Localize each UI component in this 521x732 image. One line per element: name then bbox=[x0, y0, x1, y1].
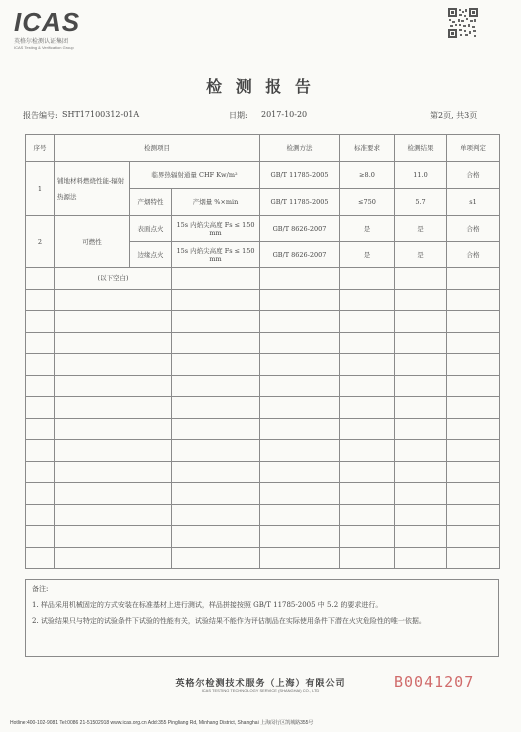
company-name: 英格尔检测技术服务（上海）有限公司 bbox=[175, 679, 346, 689]
item-method: GB/T 8626-2007 bbox=[260, 216, 340, 242]
notes-box bbox=[25, 579, 499, 657]
report-number: SHT17100312-01A bbox=[62, 110, 140, 119]
blank-row bbox=[26, 418, 500, 440]
logo-sub-cn: 英格尔检测认证集团 bbox=[14, 38, 69, 45]
item-result: 5.7 bbox=[395, 189, 447, 216]
item-requirement: ≥8.0 bbox=[340, 162, 395, 189]
blank-row bbox=[26, 397, 500, 419]
report-number-label: 报告编号: bbox=[23, 111, 58, 120]
blank-row bbox=[26, 354, 500, 376]
row-no: 2 bbox=[26, 216, 55, 268]
report-date: 2017-10-20 bbox=[261, 110, 308, 119]
item-name: 15s 内焰尖高度 Fs ≤ 150 mm bbox=[172, 242, 260, 268]
blank-row bbox=[26, 504, 500, 526]
header-item: 检测项目 bbox=[55, 135, 260, 162]
table-row bbox=[26, 216, 500, 242]
row-category: 铺地材料燃烧性能-辐射热源法 bbox=[55, 162, 130, 216]
table-header-row bbox=[26, 135, 500, 162]
qr-code-icon bbox=[448, 8, 478, 38]
blank-note: (以下空白) bbox=[55, 268, 172, 290]
item-name: 15s 内焰尖高度 Fs ≤ 150 mm bbox=[172, 216, 260, 242]
footer-contact: Hotline:400-102-9081 Tel:0086 21-51502918 www.icas.org.cn Add:355 Pingliang Rd, Minhang District, Shanghai 上海闵行区凯城路355号 bbox=[10, 720, 314, 726]
logo-brand: ICAS bbox=[14, 7, 81, 37]
item-method: GB/T 11785-2005 bbox=[260, 189, 340, 216]
blank-row bbox=[26, 332, 500, 354]
notes-label: 备注: bbox=[32, 585, 49, 593]
header-result: 检测结果 bbox=[395, 135, 447, 162]
item-name: 临界热辐射通量 CHF Kw/m² bbox=[130, 162, 260, 189]
item-requirement: 是 bbox=[340, 242, 395, 268]
logo-sub-en: ICAS Testing & Verification Group bbox=[14, 45, 74, 50]
serial-number: B0041207 bbox=[394, 673, 475, 691]
blank-row bbox=[26, 289, 500, 311]
item-result: 是 bbox=[395, 242, 447, 268]
item-verdict: 合格 bbox=[447, 162, 500, 189]
item-method: GB/T 8626-2007 bbox=[260, 242, 340, 268]
item-requirement: 是 bbox=[340, 216, 395, 242]
header-requirement: 标准要求 bbox=[340, 135, 395, 162]
item-verdict: s1 bbox=[447, 189, 500, 216]
row-category: 可燃性 bbox=[55, 216, 130, 268]
blank-row bbox=[26, 547, 500, 569]
item-verdict: 合格 bbox=[447, 216, 500, 242]
header-verdict: 单项判定 bbox=[447, 135, 500, 162]
row-no: 1 bbox=[26, 162, 55, 216]
header-method: 检测方法 bbox=[260, 135, 340, 162]
note-item: 1. 样品采用机械固定的方式安装在标准基材上进行测试，样品拼接按照 GB/T 11785-2005 中 5.2 的要求进行。 bbox=[32, 601, 383, 609]
item-sub: 产烟特性 bbox=[130, 189, 172, 216]
company-logo bbox=[14, 7, 124, 50]
blank-row bbox=[26, 268, 500, 290]
company-name-en: ICAS TESTING TECHNOLOGY SERVICE (SHANGHAI) CO., LTD bbox=[201, 688, 320, 693]
item-result: 是 bbox=[395, 216, 447, 242]
blank-row bbox=[26, 461, 500, 483]
blank-row bbox=[26, 375, 500, 397]
blank-row bbox=[26, 483, 500, 505]
page-indicator: 第2页, 共3页 bbox=[430, 111, 478, 120]
date-label: 日期: bbox=[229, 111, 248, 120]
blank-row bbox=[26, 440, 500, 462]
item-method: GB/T 11785-2005 bbox=[260, 162, 340, 189]
header-no: 序号 bbox=[26, 135, 55, 162]
results-table bbox=[25, 134, 500, 569]
note-item: 2. 试验结果只与特定的试验条件下试验的性能有关，试验结果不能作为评估制品在实际使用条件下潜在火灾危险性的唯一依据。 bbox=[32, 617, 426, 625]
item-sub: 边缘点火 bbox=[130, 242, 172, 268]
table-row bbox=[26, 162, 500, 189]
item-result: 11.0 bbox=[395, 162, 447, 189]
item-sub: 表面点火 bbox=[130, 216, 172, 242]
item-verdict: 合格 bbox=[447, 242, 500, 268]
item-name: 产烟量 %×min bbox=[172, 189, 260, 216]
report-title: 检 测 报 告 bbox=[206, 77, 315, 96]
blank-row bbox=[26, 311, 500, 333]
item-requirement: ≤750 bbox=[340, 189, 395, 216]
blank-row bbox=[26, 526, 500, 548]
